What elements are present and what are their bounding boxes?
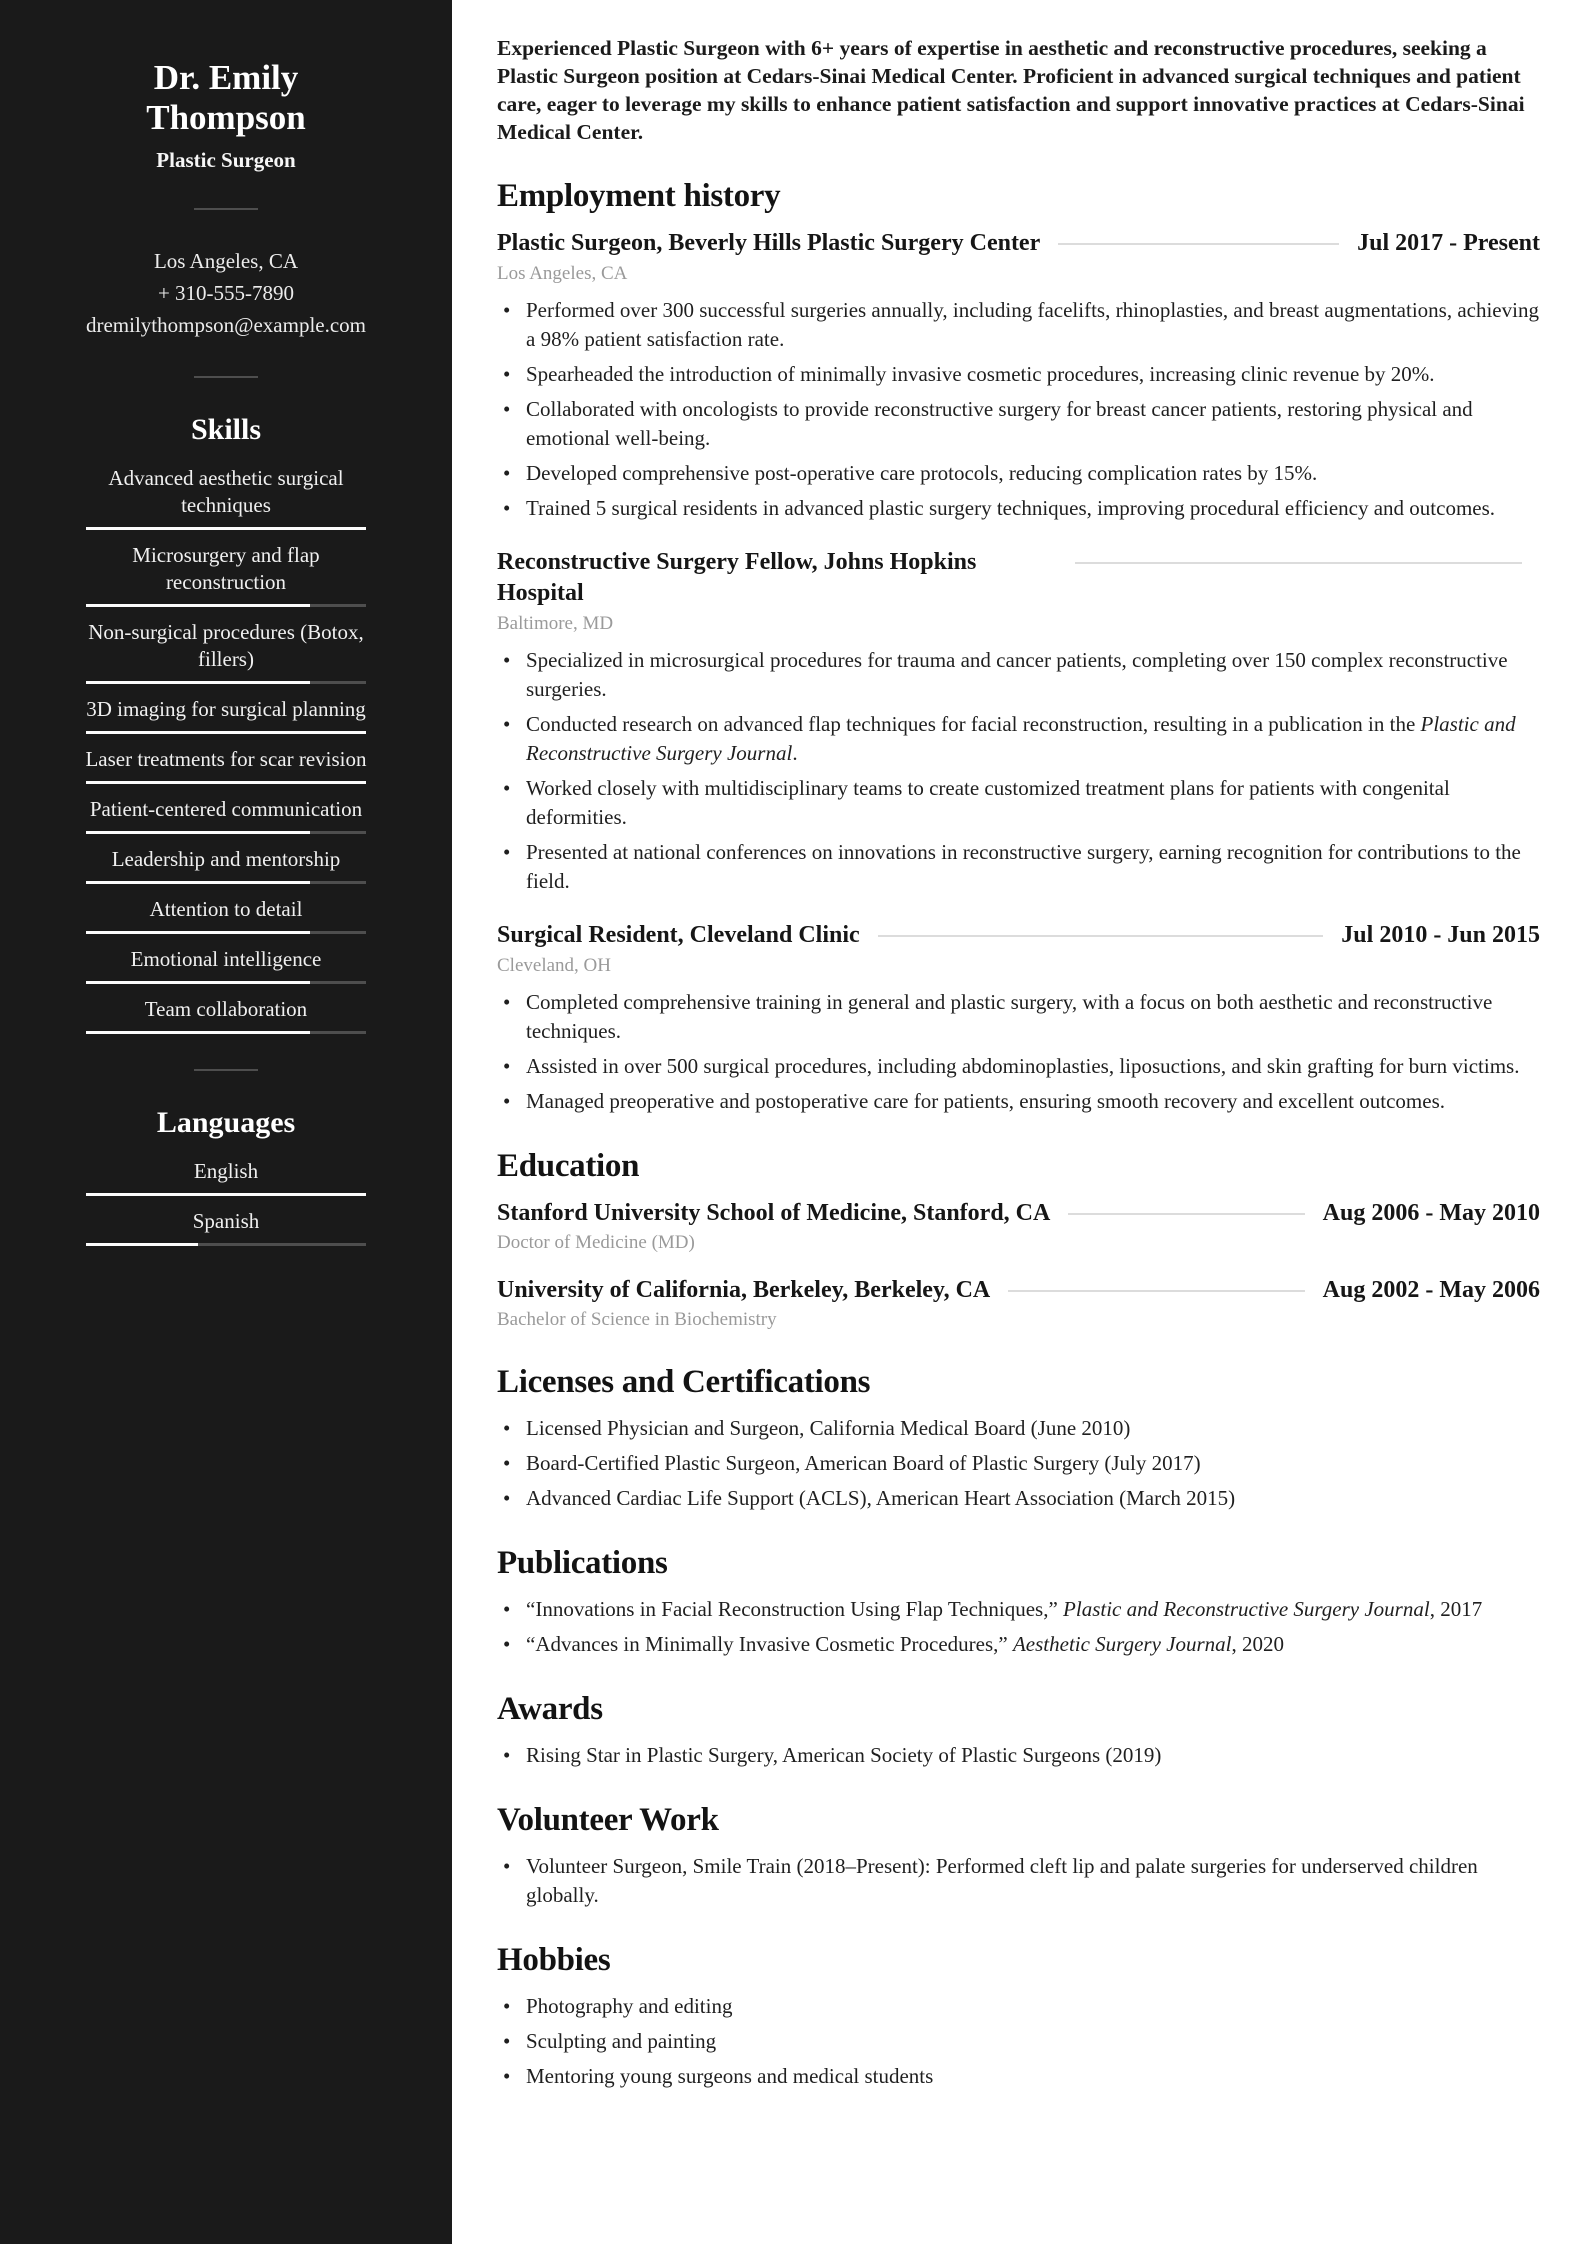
languages-heading: Languages [156, 1106, 296, 1139]
section-awards [497, 1689, 1540, 1770]
skill-label: Attention to detail [149, 897, 303, 921]
bullet-item: • Sculpting and painting [497, 2027, 1540, 2056]
entry-location: Baltimore, MD [497, 613, 614, 634]
skill-label: Advanced aesthetic surgical techniques [108, 466, 344, 517]
entry-header [497, 920, 1540, 951]
entry-date: Jul 2017 - Present [1357, 230, 1540, 256]
skill-level-fill [86, 1031, 310, 1034]
bullet-item: • Presented at national conferences on innovations in reconstructive surgery, earning recognition for contributions to the field. [497, 838, 1540, 896]
skill-level-fill [86, 527, 366, 530]
skill-level-fill [86, 681, 310, 684]
contact-location: Los Angeles, CA [153, 249, 299, 273]
skill-label: Microsurgery and flap reconstruction [132, 543, 320, 594]
skill-item [76, 746, 376, 784]
list-sections [497, 1362, 1540, 2091]
bullet-item: • Managed preoperative and postoperative care for patients, ensuring smooth recovery and excellent outcomes. [497, 1087, 1540, 1116]
language-item [76, 1158, 376, 1196]
skill-level-fill [86, 931, 310, 934]
sidebar-divider [194, 208, 258, 210]
skill-label: Emotional intelligence [130, 947, 322, 971]
skill-level-bar [86, 604, 366, 607]
entry-title: Reconstructive Surgery Fellow, Johns Hopkins Hospital [497, 549, 977, 606]
bullet-item: • Collaborated with oncologists to provide reconstructive surgery for breast cancer patients, restoring physical and emotional well-being. [497, 395, 1540, 453]
entry-rule [1075, 562, 1522, 564]
section-volunteer [497, 1800, 1540, 1910]
text-run: “Innovations in Facial Reconstruction Using Flap Techniques,” [526, 1597, 1064, 1621]
bullet-list [497, 1414, 1540, 1513]
text-run: . [792, 741, 798, 765]
section-hobbies [497, 1940, 1540, 2091]
language-level-bar [86, 1193, 366, 1196]
skill-item [76, 846, 376, 884]
skill-label: Team collaboration [144, 997, 308, 1021]
skill-level-bar [86, 1031, 366, 1034]
text-run: “Advances in Minimally Invasive Cosmetic Procedures,” [526, 1632, 1013, 1656]
sidebar-divider [194, 1069, 258, 1071]
text-run: , 2020 [1231, 1632, 1284, 1656]
bullet-item: • Worked closely with multidisciplinary teams to create customized treatment plans for patients with congenital deformities. [497, 774, 1540, 832]
education-entry [497, 1198, 1540, 1255]
entry-location: Los Angeles, CA [497, 263, 628, 284]
skill-label: Non-surgical procedures (Botox, fillers) [88, 620, 364, 671]
skill-level-bar [86, 527, 366, 530]
bullet-list [497, 296, 1540, 523]
language-label: Spanish [192, 1209, 260, 1233]
education-date: Aug 2002 - May 2006 [1322, 1277, 1540, 1303]
skill-item [76, 542, 376, 607]
section-heading: Volunteer Work [497, 1802, 719, 1838]
bullet-item: • Trained 5 surgical residents in advanced plastic surgery techniques, improving procedural efficiency and outcomes. [497, 494, 1540, 523]
sidebar [0, 0, 452, 2244]
skill-level-fill [86, 831, 310, 834]
skill-level-fill [86, 731, 366, 734]
section-heading: Publications [497, 1545, 668, 1581]
skills-heading: Skills [190, 413, 262, 446]
entry-header [497, 547, 1540, 609]
text-run: Conducted research on advanced flap techniques for facial reconstruction, resulting in a publication in the [526, 712, 1421, 736]
language-item [76, 1208, 376, 1246]
bullet-list [497, 1741, 1540, 1770]
skills-list [0, 465, 452, 1034]
bullet-item: • Rising Star in Plastic Surgery, American Society of Plastic Surgeons (2019) [497, 1741, 1540, 1770]
section-education [497, 1146, 1540, 1332]
entry-location: Cleveland, OH [497, 955, 611, 976]
education-title: Stanford University School of Medicine, Stanford, CA [497, 1200, 1051, 1226]
entry-title: Surgical Resident, Cleveland Clinic [497, 922, 860, 948]
skill-level-bar [86, 681, 366, 684]
sidebar-divider [194, 376, 258, 378]
entry-header [497, 228, 1540, 259]
education-date: Aug 2006 - May 2010 [1322, 1200, 1540, 1226]
education-entry [497, 1275, 1540, 1332]
skill-label: Laser treatments for scar revision [85, 747, 367, 771]
skill-level-bar [86, 931, 366, 934]
bullet-item [497, 1595, 1540, 1624]
entry-rule [1068, 1213, 1304, 1215]
language-level-bar [86, 1243, 366, 1246]
bullet-item [497, 710, 1540, 768]
entry-header [497, 1275, 1540, 1306]
section-heading: Awards [497, 1691, 603, 1727]
bullet-item: • Mentoring young surgeons and medical students [497, 2062, 1540, 2091]
skill-item [76, 946, 376, 984]
italic-text-run: Aesthetic Surgery Journal [1012, 1632, 1232, 1656]
italic-text-run: Plastic and Reconstructive Surgery Journal [1063, 1597, 1430, 1621]
entry-header [497, 1198, 1540, 1229]
person-name: Dr. Emily Thompson [146, 58, 306, 137]
section-heading: Employment history [497, 178, 781, 214]
skill-item [76, 696, 376, 734]
language-level-fill [86, 1193, 366, 1196]
skill-level-bar [86, 831, 366, 834]
section-publications [497, 1543, 1540, 1659]
skill-level-bar [86, 981, 366, 984]
entry-rule [878, 935, 1324, 937]
bullet-item: • Assisted in over 500 surgical procedures, including abdominoplasties, liposuctions, and skin grafting for burn victims. [497, 1052, 1540, 1081]
entry-rule [1008, 1290, 1304, 1292]
employment-entry [497, 228, 1540, 523]
bullet-item: • Board-Certified Plastic Surgeon, American Board of Plastic Surgery (July 2017) [497, 1449, 1540, 1478]
bullet-list [497, 646, 1540, 896]
bullet-list [497, 988, 1540, 1116]
skill-item [76, 619, 376, 684]
bullet-item: • Performed over 300 successful surgeries annually, including facelifts, rhinoplasties, and breast augmentations, achieving a 98% patient satisfaction rate. [497, 296, 1540, 354]
bullet-item [497, 1630, 1540, 1659]
bullet-item: • Volunteer Surgeon, Smile Train (2018–Present): Performed cleft lip and palate surgeries for underserved children globally. [497, 1852, 1540, 1910]
contact-email: dremilythompson@example.com [85, 313, 367, 337]
education-entries [497, 1198, 1540, 1332]
skill-label: Leadership and mentorship [111, 847, 341, 871]
bullet-item: • Specialized in microsurgical procedures for trauma and cancer patients, completing over 150 complex reconstructive surgeries. [497, 646, 1540, 704]
skill-level-bar [86, 781, 366, 784]
bullet-item: • Completed comprehensive training in general and plastic surgery, with a focus on both aesthetic and reconstructive techniques. [497, 988, 1540, 1046]
skill-item [76, 896, 376, 934]
skill-item [76, 796, 376, 834]
skill-label: 3D imaging for surgical planning [86, 697, 366, 721]
skill-level-fill [86, 781, 366, 784]
employment-entry [497, 920, 1540, 1116]
skill-level-fill [86, 881, 310, 884]
summary-paragraph: Experienced Plastic Surgeon with 6+ years of expertise in aesthetic and reconstructive procedures, seeking a Plastic Surgeon position at Cedars-Sinai Medical Center. Proficient in advanced surgical techniques and patient care, eager to leverage my skills to enhance patient satisfaction and support innovative practices at Cedars-Sinai Medical Center. [497, 36, 1525, 144]
bullet-item: • Developed comprehensive post-operative care protocols, reducing complication rates by 15%. [497, 459, 1540, 488]
section-licenses [497, 1362, 1540, 1513]
section-heading: Licenses and Certifications [497, 1364, 871, 1400]
skill-level-bar [86, 881, 366, 884]
language-label: English [193, 1159, 259, 1183]
skill-label: Patient-centered communication [89, 797, 363, 821]
section-heading: Hobbies [497, 1942, 611, 1978]
education-title: University of California, Berkeley, Berkeley, CA [497, 1277, 991, 1303]
italic-text-run: Plastic and Reconstructive Surgery Journal [526, 712, 1516, 765]
bullet-list [497, 1595, 1540, 1659]
skill-level-fill [86, 981, 310, 984]
skill-item [76, 996, 376, 1034]
skill-item [76, 465, 376, 530]
employment-entry [497, 547, 1540, 896]
section-employment [497, 176, 1540, 1116]
contact-block [0, 245, 452, 341]
resume-main [452, 0, 1588, 2244]
bullet-item: • Licensed Physician and Surgeon, California Medical Board (June 2010) [497, 1414, 1540, 1443]
entry-title: Plastic Surgeon, Beverly Hills Plastic Surgery Center [497, 230, 1041, 256]
bullet-list [497, 1852, 1540, 1910]
section-heading: Education [497, 1148, 640, 1184]
bullet-item: • Spearheaded the introduction of minimally invasive cosmetic procedures, increasing clinic revenue by 20%. [497, 360, 1540, 389]
person-job-title: Plastic Surgeon [156, 148, 296, 172]
entry-rule [1058, 243, 1339, 245]
bullet-list [497, 1992, 1540, 2091]
skill-level-bar [86, 731, 366, 734]
employment-entries [497, 228, 1540, 1116]
entry-date: Jul 2010 - Jun 2015 [1341, 922, 1540, 948]
education-degree: Doctor of Medicine (MD) [497, 1232, 695, 1253]
education-degree: Bachelor of Science in Biochemistry [497, 1309, 777, 1330]
bullet-item: • Advanced Cardiac Life Support (ACLS), American Heart Association (March 2015) [497, 1484, 1540, 1513]
languages-list [0, 1158, 452, 1246]
text-run: , 2017 [1429, 1597, 1483, 1621]
bullet-item: • Photography and editing [497, 1992, 1540, 2021]
language-level-fill [86, 1243, 198, 1246]
contact-phone: + 310-555-7890 [157, 281, 295, 305]
skill-level-fill [86, 604, 310, 607]
